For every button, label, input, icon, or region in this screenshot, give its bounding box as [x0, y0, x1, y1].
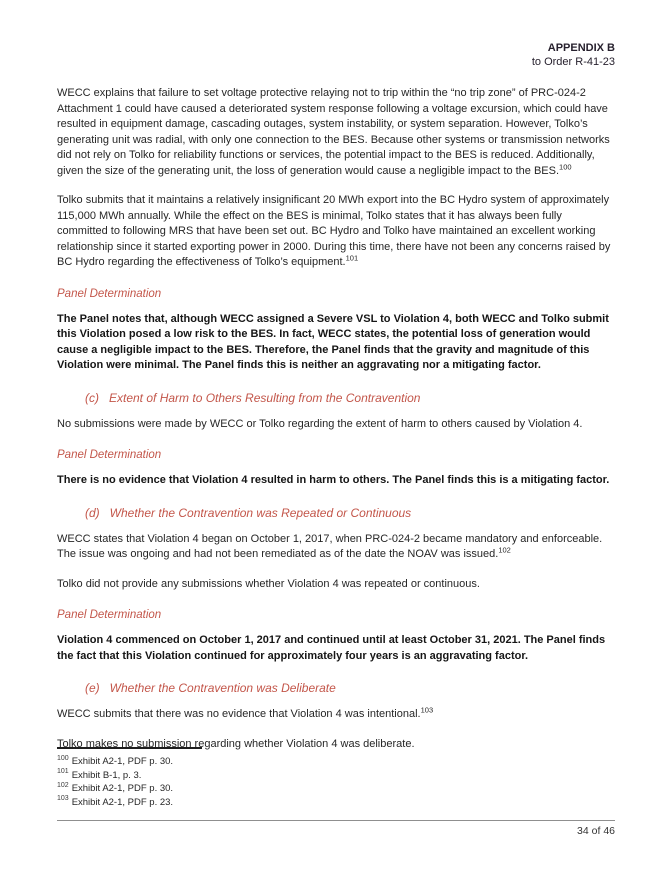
footnote	[57, 769, 615, 783]
panel-determination-heading: Panel Determination	[57, 449, 162, 461]
footnote-text: Exhibit B-1, p. 3.	[71, 769, 142, 781]
footnote-separator-rule	[57, 747, 202, 749]
footnote	[57, 796, 615, 810]
header-appendix-label: APPENDIX B	[547, 42, 615, 54]
subsection-letter: (d)	[85, 505, 100, 520]
paragraph-text: WECC submits that there was no evidence that Violation 4 was intentional.	[57, 708, 421, 720]
footnote-number: 103	[57, 795, 69, 803]
footnote-reference: 101	[345, 253, 359, 263]
footnote	[57, 782, 615, 796]
body-paragraph	[57, 532, 615, 563]
body-paragraph	[57, 193, 615, 271]
paragraph-text: Tolko submits that it maintains a relatively insignificant 20 MWh export into the BC Hydro system of approximately 115,000 MWh annually. While the effect on the BES is minimal, Tolko states that it has always been fully committed to following MRS that have been set out. BC Hydro and Tolko have maintained an excellent working relationship since it started exporting power in 2000. During this time, there have not been any concerns raised by BC Hydro regarding the effectiveness of Tolko’s equipment.	[57, 194, 611, 268]
page-header	[532, 41, 615, 69]
footnote-reference: 103	[420, 705, 434, 715]
header-order-reference: to Order R-41-23	[531, 56, 615, 68]
footnote-reference: 102	[498, 545, 511, 555]
page-number: 34 of 46	[577, 825, 615, 837]
footnote-text: Exhibit A2-1, PDF p. 23.	[71, 796, 174, 808]
footnotes-section	[57, 747, 615, 809]
footer-rule	[57, 820, 615, 821]
footnote-text: Exhibit A2-1, PDF p. 30.	[71, 756, 174, 767]
subsection-title: Whether the Contravention was Deliberate	[109, 681, 336, 695]
footnote	[57, 755, 615, 769]
footnote-number: 102	[57, 781, 69, 789]
paragraph-text: WECC explains that failure to set voltage protective relaying not to trip within the “no trip zone” of PRC-024-2 Attachment 1 could have caused a deteriorated system response following a voltage excursion, which could have resulted in equipment damage, cascading outages, system instability, or system separation. However, Tolko’s generating unit was radial, with only one connection to the BES. Because other systems or transmission networks did not rely on Tolko for reliability functions or services, the potential impact to the BES is reduced. Additionally, given the size of the generating unit, the loss of generation would cause a negligible impact to the BES.	[57, 87, 610, 177]
footnote-number: 100	[57, 754, 69, 762]
footnote-number: 101	[57, 768, 69, 776]
subsection-title: Extent of Harm to Others Resulting from the Contravention	[109, 390, 421, 405]
page-footer	[57, 820, 615, 837]
footnote-text: Exhibit A2-1, PDF p. 30.	[71, 783, 174, 794]
document-body	[57, 86, 615, 766]
body-paragraph: No submissions were made by WECC or Tolko regarding the extent of harm to others caused by Violation 4.	[57, 417, 583, 430]
subsection-heading	[57, 681, 615, 695]
subsection-letter: (e)	[85, 681, 100, 695]
panel-determination-paragraph: There is no evidence that Violation 4 resulted in harm to others. The Panel finds this is a mitigating factor.	[57, 474, 610, 486]
panel-determination-heading: Panel Determination	[57, 287, 162, 300]
panel-determination-paragraph: The Panel notes that, although WECC assigned a Severe VSL to Violation 4, both WECC and Tolko submit this Violation posed a low risk to the BES. In fact, WECC states, the potential loss of generation would cause a negligible impact to the BES. Therefore, the Panel finds that the gravity and magnitude of this Violation were minimal. The Panel finds this is neither an aggravating nor a mitigating factor.	[57, 312, 609, 371]
subsection-letter: (c)	[85, 390, 99, 405]
subsection-title: Whether the Contravention was Repeated or Continuous	[109, 505, 412, 520]
panel-determination-heading: Panel Determination	[57, 609, 162, 621]
subsection-heading	[57, 391, 615, 405]
body-paragraph	[57, 86, 615, 179]
subsection-heading	[57, 506, 615, 520]
paragraph-text: WECC states that Violation 4 began on October 1, 2017, when PRC-024-2 became mandatory and enforceable. The issue was ongoing and had not been remediated as of the date the NOAV was issued.	[57, 532, 603, 560]
panel-determination-paragraph: Violation 4 commenced on October 1, 2017 and continued until at least October 31, 2021. The Panel finds the fact that this Violation continued for approximately four years is an aggravating factor.	[57, 634, 606, 662]
body-paragraph: Tolko makes no submission regarding whether Violation 4 was deliberate.	[57, 737, 415, 750]
body-paragraph: Tolko did not provide any submissions whether Violation 4 was repeated or continuous.	[57, 577, 480, 590]
body-paragraph	[57, 707, 615, 723]
footnote-reference: 100	[559, 161, 572, 171]
